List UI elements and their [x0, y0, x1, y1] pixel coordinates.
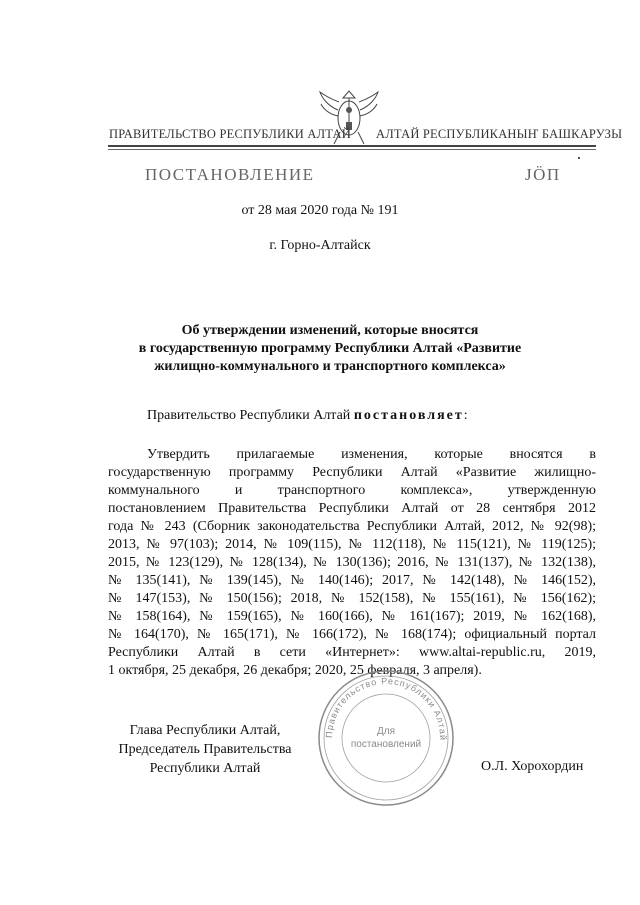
intro-lead: Правительство Республики Алтай [147, 408, 354, 423]
title-line: в государственную программу Республики Алтай «Развитие [138, 341, 522, 356]
signatory-position-line: Республики Алтай [149, 761, 261, 776]
body-line: 2013, № 97(103); 2014, № 109(115), № 112(118), № 115(121), № 119(125); [108, 537, 596, 552]
body-line: года № 243 (Сборник законодательства Республики Алтай, 2012, № 92(98); [108, 519, 596, 534]
body-paragraph [108, 446, 596, 680]
body-line: № 164(170), № 165(171), № 166(172), № 168(174); официальный портал [108, 627, 596, 642]
seal-center-line2: постановлений [350, 739, 422, 750]
body-line: № 135(141), № 139(145), № 140(146); 2017, № 142(148), № 146(152), [108, 573, 596, 588]
header-rule-thin [108, 149, 596, 150]
signatory-position-line: Глава Республики Алтай, [129, 723, 281, 738]
seal-center-line1: Для [376, 726, 396, 737]
header-rule [108, 145, 596, 147]
document-date-number: от 28 мая 2020 года № 191 [241, 203, 399, 218]
scan-speck [578, 157, 580, 159]
official-seal [316, 668, 456, 808]
body-line: № 158(164), № 159(165), № 160(166), № 161(167); 2019, № 162(168), [108, 609, 596, 624]
signatory-name: О.Л. Хорохордин [481, 759, 584, 774]
body-line: государственную программу Республики Алтай «Развитие жилищно- [108, 465, 596, 480]
doc-type-alt: ЈӦП [525, 165, 561, 184]
intro-paragraph [147, 408, 468, 424]
body-line: 1 октября, 25 декабря, 26 декабря; 2020, 25 февраля, 3 апреля). [108, 663, 482, 678]
body-line: постановлением Правительства Республики Алтай от 28 сентября 2012 [108, 501, 596, 516]
intro-verb: постановляет [353, 408, 464, 423]
signatory-position [100, 721, 310, 778]
document-place: г. Горно-Алтайск [269, 238, 371, 253]
document-title [120, 322, 540, 376]
body-line: Республики Алтай в сети «Интернет»: www.altai-republic.ru, 2019, [108, 645, 596, 660]
header-left-title: ПРАВИТЕЛЬСТВО РЕСПУБЛИКИ АЛТАЙ [109, 127, 351, 141]
signatory-position-line: Председатель Правительства [118, 742, 292, 757]
header-right-title: АЛТАЙ РЕСПУБЛИКАНЫҤ БАШКАРУЗЫ [376, 127, 623, 141]
title-line: жилищно-коммунального и транспортного комплекса» [154, 359, 506, 374]
body-line: Утвердить прилагаемые изменения, которые вносятся в [147, 447, 596, 462]
body-line: № 147(153), № 150(156); 2018, № 152(158), № 155(161), № 156(162); [108, 591, 596, 606]
intro-tail: : [463, 408, 468, 423]
body-line: коммунального и транспортного комплекса», утвержденную [108, 483, 596, 498]
body-line: 2015, № 123(129), № 128(134), № 130(136); 2016, № 131(137), № 132(138), [108, 555, 596, 570]
title-line: Об утверждении изменений, которые вносятся [181, 323, 479, 338]
doc-type-ru: ПОСТАНОВЛЕНИЕ [145, 165, 315, 184]
seal-ring-text: Правительство Республики Алтай [323, 675, 449, 742]
